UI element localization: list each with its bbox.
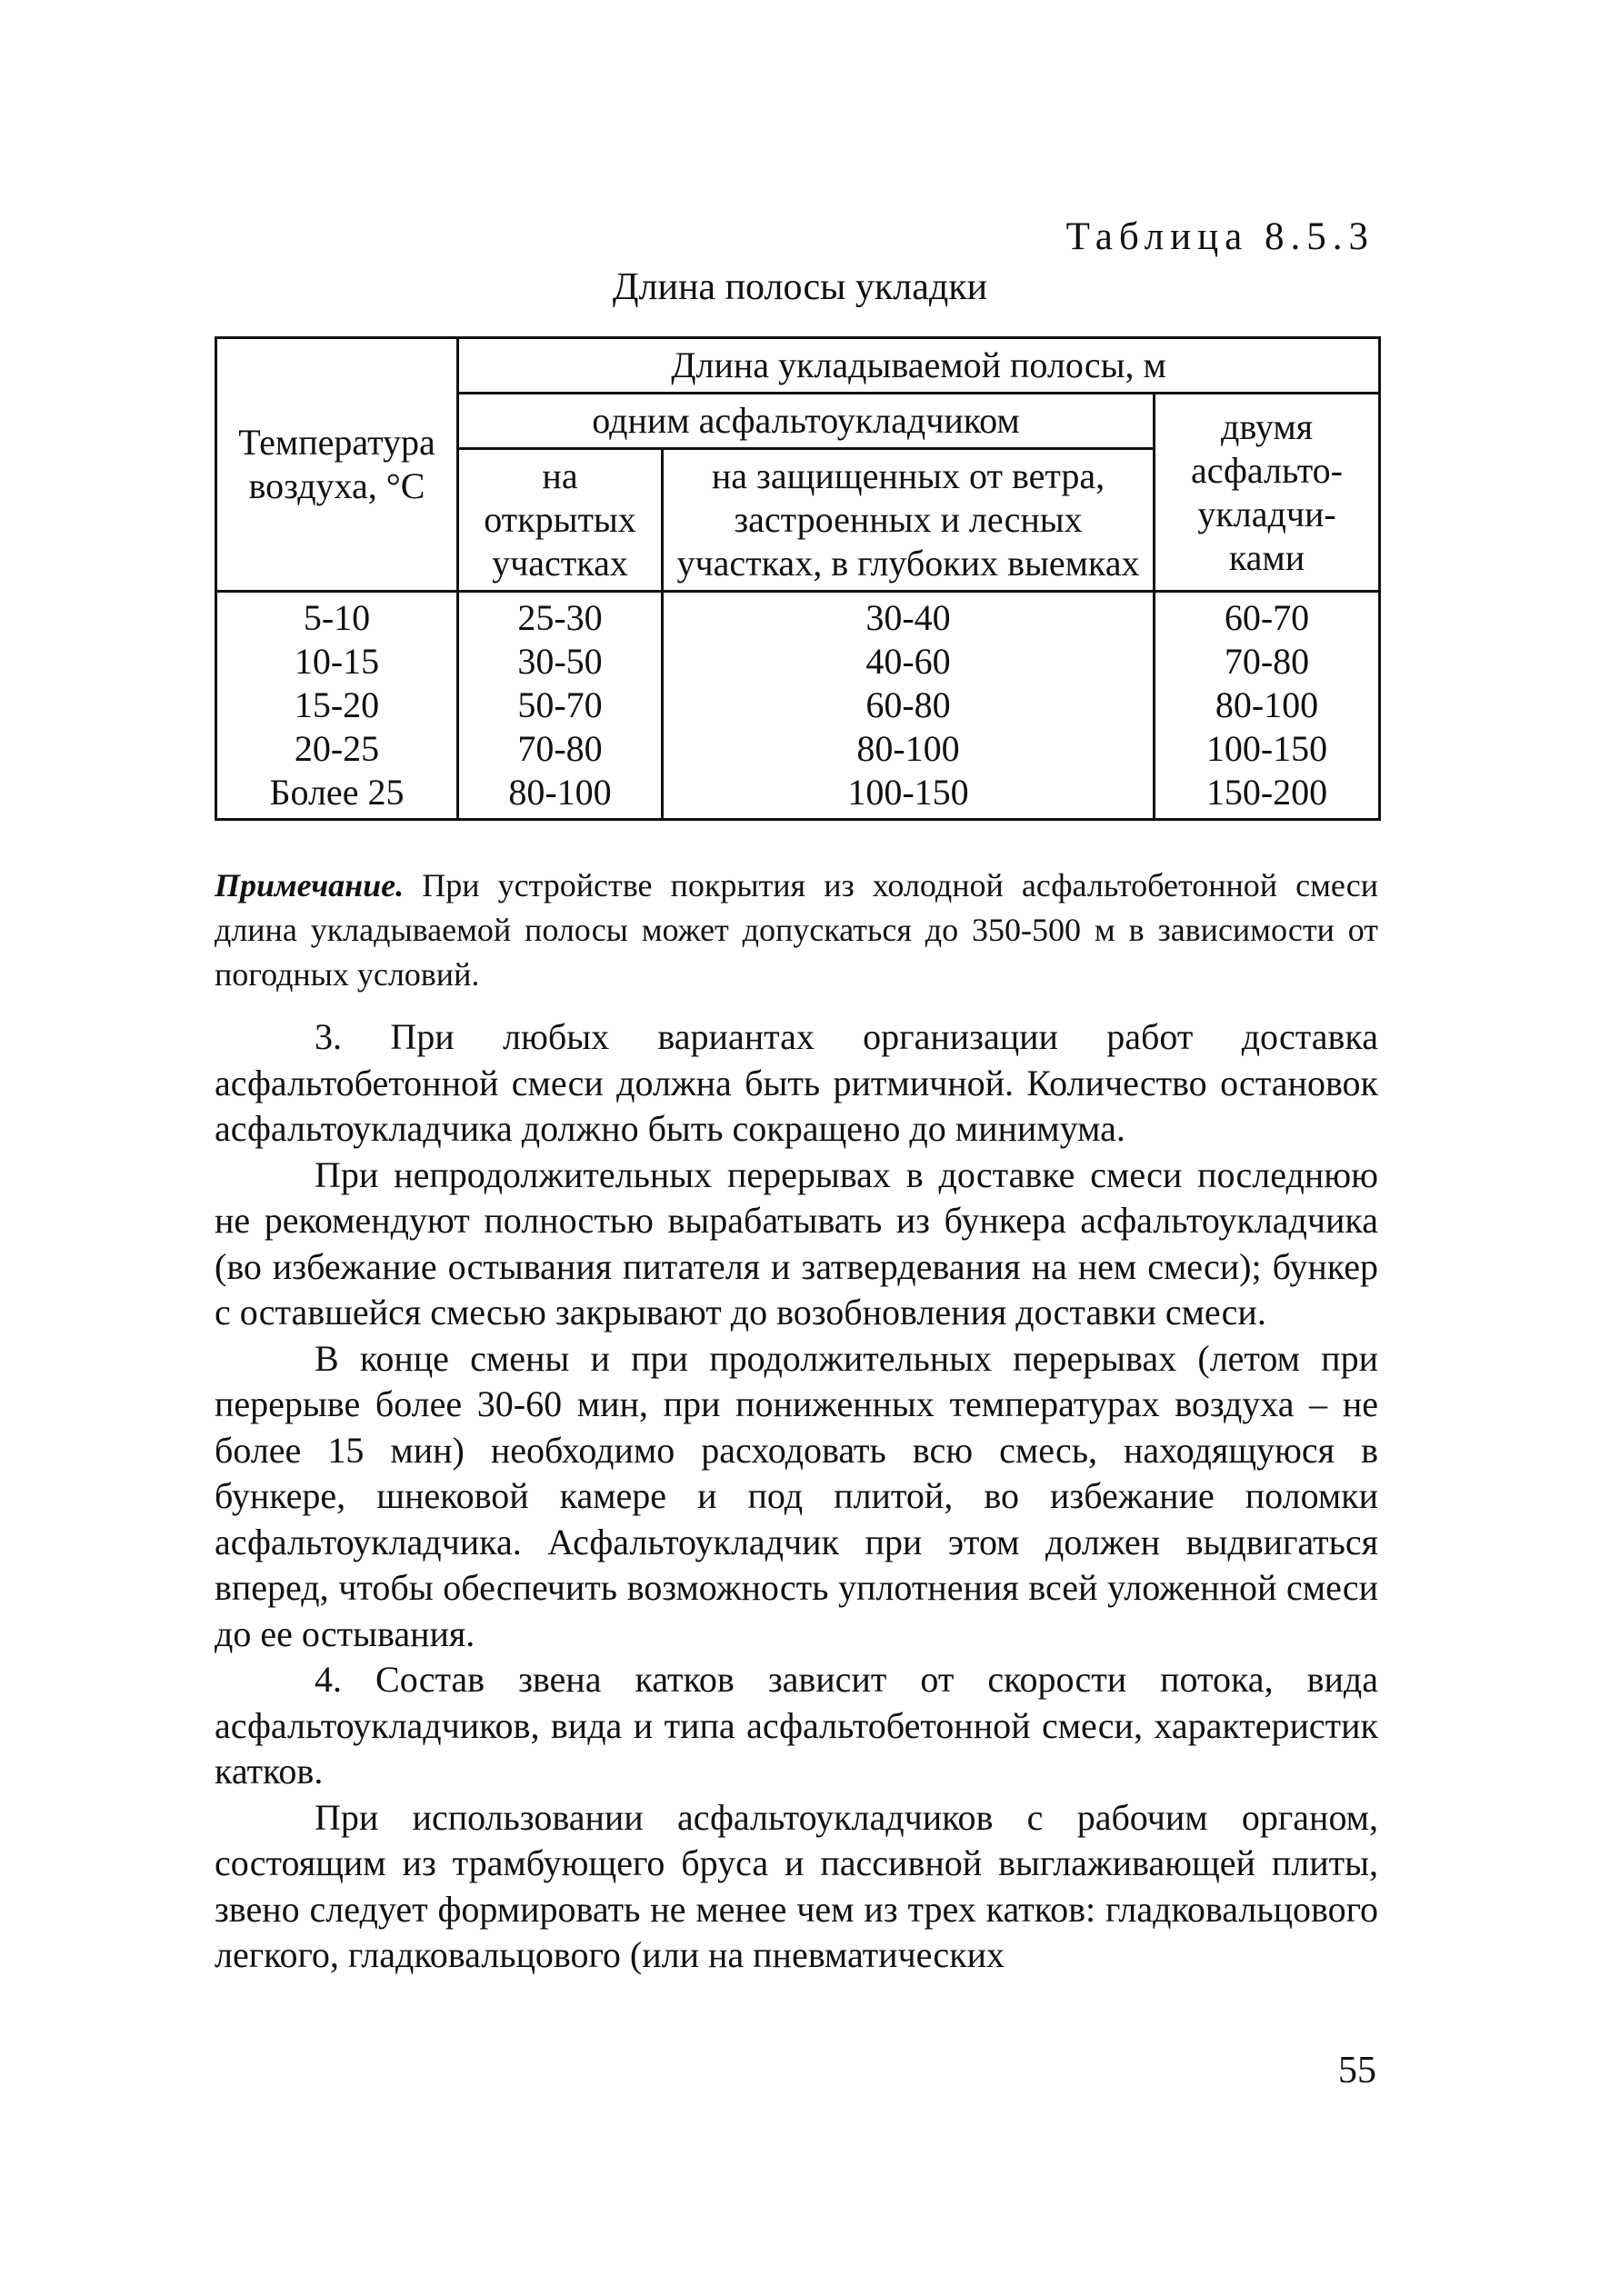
body-text — [215, 1014, 1378, 1979]
cell-temperature: 15-20 — [294, 684, 380, 725]
table-note — [215, 863, 1378, 997]
cell-two-pavers: 60-70 — [1224, 597, 1310, 638]
header-two-pavers-line: асфальто- — [1191, 449, 1343, 491]
header-one-paver: одним асфальтоукладчиком — [458, 394, 1155, 449]
cell-two-pavers: 80-100 — [1215, 684, 1319, 725]
cell-open-areas: 30-50 — [517, 641, 603, 682]
header-temperature-line: воздуха, °С — [248, 465, 425, 506]
header-temperature — [216, 338, 458, 592]
cell-open-areas: 80-100 — [508, 772, 612, 813]
table-body-row — [216, 592, 1380, 820]
cell-two-pavers: 100-150 — [1205, 728, 1328, 769]
paragraph: При непродолжительных перерывах в доставке смеси последнюю не рекомендуют полностью вырабатывать из бункера асфальтоукладчика (во избежание остывания питателя и затвердевания на нем смеси); бункер с оставшейся смесью закрывают до возобновления доставки смеси. — [215, 1153, 1378, 1333]
header-protected-areas-line: участках, в глубоких выемках — [676, 543, 1140, 584]
cell-temperature: 5-10 — [303, 597, 371, 638]
header-open-areas-line: участках — [492, 543, 628, 584]
header-temperature-line: Температура — [238, 422, 435, 463]
table-number-label: Таблица 8.5.3 — [1065, 215, 1375, 258]
cell-protected-areas: 100-150 — [847, 772, 969, 813]
header-open-areas — [458, 449, 663, 592]
header-two-pavers-line: укладчи- — [1197, 493, 1336, 534]
table-title: Длина полосы укладки — [612, 266, 988, 308]
paragraph: При использовании асфальтоукладчиков с рабочим органом, состоящим из трамбующего бруса и пассивной выглаживающей плиты, звено следует формировать не менее чем из трех катков: гладковальцового легкого, гладковальцового (или на пневматических — [215, 1796, 1378, 1975]
cell-temperature: 20-25 — [294, 728, 380, 769]
header-two-pavers-line: двумя — [1220, 405, 1314, 447]
column-protected-areas-values — [663, 592, 1155, 820]
column-open-areas-values — [458, 592, 663, 820]
cell-temperature: 10-15 — [294, 641, 380, 682]
header-open-areas-line: открытых — [484, 499, 636, 540]
cell-two-pavers: 150-200 — [1205, 772, 1328, 813]
cell-protected-areas: 60-80 — [865, 684, 951, 725]
paragraph: В конце смены и при продолжительных перерывах (летом при перерыве более 30-60 мин, при пониженных температурах воздуха – не более 15 мин) необходимо расходовать всю смесь, находящуюся в бункере, шнековой камере и под плитой, во избежание поломки асфальтоукладчика. Асфальтоукладчик при этом должен выдвигаться вперед, чтобы обеспечить возможность уплотнения всей уложенной смеси до ее остывания. — [215, 1337, 1378, 1654]
header-row-1 — [216, 338, 1380, 394]
cell-two-pavers: 70-80 — [1224, 641, 1310, 682]
column-two-pavers-values — [1155, 592, 1380, 820]
header-protected-areas-line: на защищенных от ветра, — [711, 455, 1105, 496]
cell-open-areas: 50-70 — [517, 684, 603, 725]
cell-temperature: Более 25 — [269, 772, 405, 813]
note-text: При устройстве покрытия из холодной асфальтобетонной смеси длина укладываемой полосы может допускаться до 350-500 м в зависимости от погодных условий. — [215, 867, 1378, 993]
page-number: 55 — [1338, 2050, 1376, 2091]
header-strip-length: Длина укладываемой полосы, м — [458, 338, 1380, 394]
note-label: Примечание. — [215, 867, 405, 903]
cell-protected-areas: 80-100 — [856, 728, 960, 769]
column-temperature-values — [216, 592, 458, 820]
paving-strip-length-table — [215, 336, 1381, 821]
cell-protected-areas: 40-60 — [865, 641, 951, 682]
cell-open-areas: 70-80 — [517, 728, 603, 769]
paragraph: 3. При любых вариантах организации работ доставка асфальтобетонной смеси должна быть ритмичной. Количество остановок асфальтоукладчика должно быть сокращено до минимума. — [215, 1016, 1378, 1149]
cell-protected-areas: 30-40 — [865, 597, 951, 638]
header-protected-areas-line: застроенных и лесных — [734, 499, 1083, 540]
cell-open-areas: 25-30 — [517, 597, 603, 638]
header-open-areas-line: на — [542, 455, 578, 496]
header-two-pavers — [1155, 394, 1380, 592]
paragraph: 4. Состав звена катков зависит от скорости потока, вида асфальтоукладчиков, вида и типа асфальтобетонной смеси, характеристик катков. — [215, 1659, 1378, 1792]
header-protected-areas — [663, 449, 1155, 592]
header-two-pavers-line: ками — [1228, 536, 1305, 578]
